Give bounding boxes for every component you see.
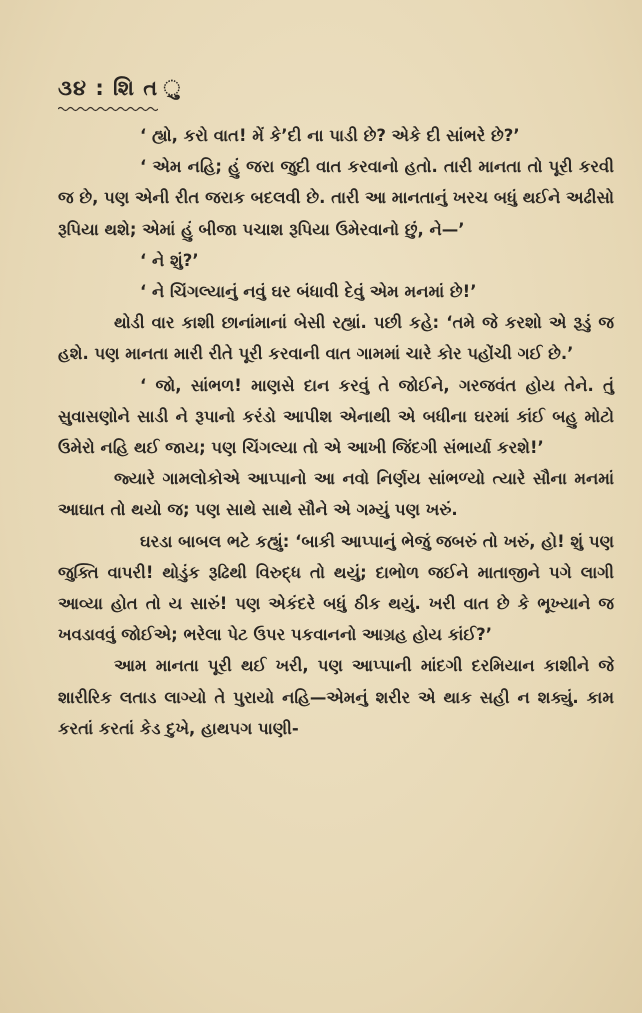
- paragraph-1: ‘ હ્યો, કરો વાત! મેં કે’દી ના પાડી છે? એકે દી સાંભરે છે?’: [140, 126, 520, 145]
- paragraph-6: ‘ જો, સાંભળ! માણસે દાન કરવું તે જોઈને, ગરજવંત હોય તેને. તું સુવાસણોને સાડી ને રૂપાનો કરંડો આપીશ એનાથી એ બધીના ઘરમાં કાંઈ બહુ મોટો ઉમેરો નહિ થઈ જાય; પણ ચિંગલ્યા તો એ આખી જિંદગી સંભાર્યા કરશે!’: [58, 375, 614, 458]
- running-header: ૩૪ : શિ ત ુ: [58, 76, 182, 100]
- header-wavy-rule: [58, 106, 158, 112]
- paragraph-3: ‘ ને શું?’: [140, 250, 199, 270]
- paragraph-4: ‘ ને ચિંગલ્યાનું નવું ઘર બંધાવી દેવું એમ મનમાં છે!’: [140, 282, 477, 302]
- paragraph-8: ઘરડા બાબલ ભટે કહ્યું: ‘બાકી આપ્પાનું ભેજું જબરું તો ખરું, હો! શું પણ જુક્તિ વાપરી! થોડુંક રૂઢિથી વિરુદ્ધ તો થયું; દાભોળ જઈને માતાજીને પગે લાગી આવ્યા હોત તો ય સારું! પણ એકંદરે બધું ઠીક થયું. ખરી વાત છે કે ભૂખ્યાને જ ખવડાવવું જોઈએ; ભરેલા પેટ ઉપર પકવાનનો આગ્રહ હોય કાંઈ?’: [58, 531, 614, 645]
- paragraph-7: જ્યારે ગામલોકોએ આપ્પાનો આ નવો નિર્ણય સાંભળ્યો ત્યારે સૌના મનમાં આઘાત તો થયો જ; પણ સાથે સાથે સૌને એ ગમ્યું પણ ખરું.: [58, 469, 614, 520]
- body-text: [58, 120, 614, 744]
- paragraph-9: આમ માનતા પૂરી થઈ ખરી, પણ આપ્પાની માંદગી દરમિયાન કાશીને જે શારીરિક લતાડ લાગ્યો તે પુરાયો નહિ—એમનું શરીર એ થાક સહી ન શક્યું. કામ કરતાં કરતાં કેડ દુખે, હાથપગ પાણી-: [58, 656, 614, 738]
- paragraph-5: થોડી વાર કાશી છાનાંમાનાં બેસી રહ્યાં. પછી કહે: ‘તમે જે કરશો એ રૂડું જ હશે. પણ માનતા મારી રીતે પૂરી કરવાની વાત ગામમાં ચારે કોર પહોંચી ગઈ છે.’: [58, 313, 614, 364]
- paragraph-2: ‘ એમ નહિ; હું જરા જુદી વાત કરવાનો હતો. તારી માનતા તો પૂરી કરવી જ છે, પણ એની રીત જરાક બદલવી છે. તારી આ માનતાનું ખરચ બધું થઈને અઢીસો રૂપિયા થશે; એમાં હું બીજા પચાશ રૂપિયા ઉમેરવાનો છું, ને—’: [58, 157, 614, 239]
